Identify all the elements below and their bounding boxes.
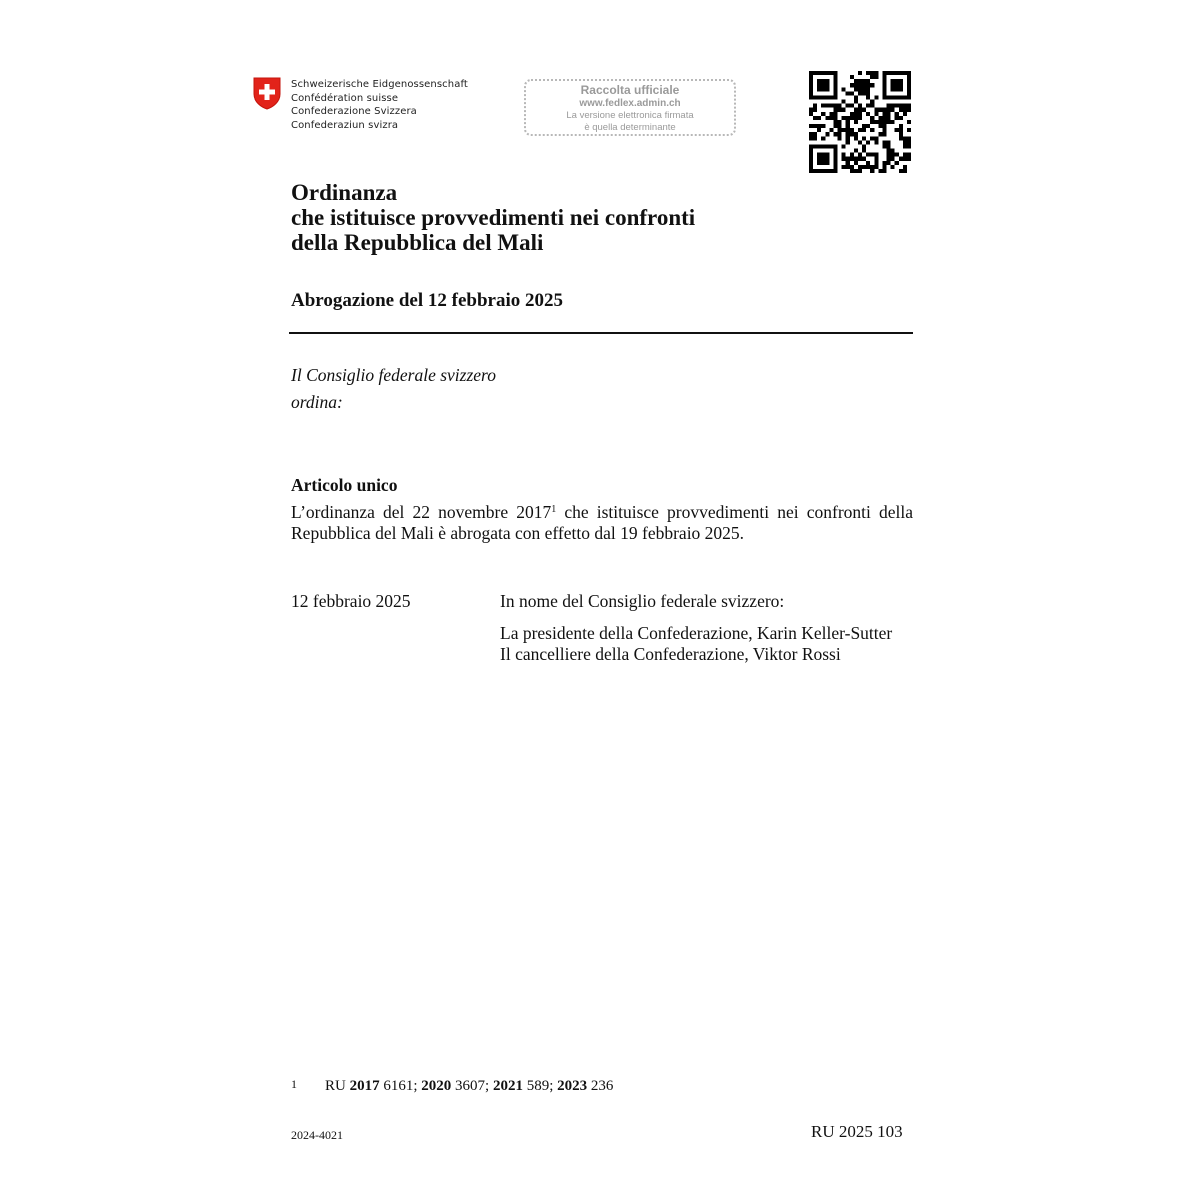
document-subtitle: Abrogazione del 12 febbraio 2025 — [291, 290, 563, 311]
signature-intro: In nome del Consiglio federale svizzero: — [500, 591, 785, 611]
preamble — [291, 362, 496, 416]
preamble-line-2: ordina: — [291, 392, 343, 412]
official-collection-stamp — [524, 79, 736, 136]
stamp-note-line1: La versione elettronica firmata — [566, 110, 694, 121]
footnote-page: 236 — [587, 1078, 614, 1094]
stamp-note-line2: è quella determinante — [584, 122, 676, 133]
footnote-prefix: RU — [325, 1078, 350, 1094]
footnote-year: 2021 — [492, 1078, 523, 1094]
official-reference: RU 2025 103 — [811, 1122, 903, 1141]
footnote-year: 2020 — [421, 1078, 452, 1094]
document-code: 2024-4021 — [291, 1128, 343, 1142]
footnote-text — [325, 1078, 613, 1095]
article-body — [291, 502, 913, 544]
title-divider — [289, 332, 913, 334]
confederation-name-it: Confederazione Svizzera — [291, 106, 417, 117]
footnote-number: 1 — [291, 1077, 297, 1091]
footnote-reference: 1 — [551, 504, 557, 515]
footnote-page: 6161; — [379, 1078, 422, 1094]
confederation-name-rm: Confederaziun svizra — [291, 119, 399, 131]
footnote-year: 2023 — [557, 1078, 588, 1094]
signature-block — [500, 591, 892, 665]
document-title — [291, 180, 695, 255]
confederation-name-de: Schweizerische Eidgenossenschaft — [291, 79, 468, 90]
confederation-names — [291, 78, 468, 132]
swiss-crest-icon — [253, 77, 281, 110]
footnote-year: 2017 — [349, 1078, 380, 1094]
enactment-date: 12 febbraio 2025 — [291, 591, 411, 611]
article-text-end: che istituisce provvedimenti nei confronti della Repubblica del Mali è abrogata con effetto dal 19 febbraio 2025. — [291, 502, 913, 543]
article-title: Articolo unico — [291, 475, 398, 495]
title-line-1: Ordinanza — [291, 180, 398, 205]
qr-code-icon — [809, 71, 911, 173]
confederation-name-fr: Confédération suisse — [291, 92, 399, 104]
footnote-page: 589; — [522, 1078, 558, 1094]
stamp-title: Raccolta ufficiale — [580, 83, 680, 97]
title-line-3: della Repubblica del Mali — [291, 230, 544, 255]
preamble-line-1: Il Consiglio federale svizzero — [291, 365, 496, 385]
article-text-start: L’ordinanza del 22 novembre 2017 — [291, 502, 552, 522]
signature-president: La presidente della Confederazione, Karin Keller-Sutter — [500, 623, 893, 643]
stamp-url: www.fedlex.admin.ch — [579, 98, 681, 109]
signature-chancellor: Il cancelliere della Confederazione, Viktor Rossi — [500, 644, 841, 664]
title-line-2: che istituisce provvedimenti nei confronti — [291, 205, 696, 230]
footnote-page: 3607; — [451, 1078, 493, 1094]
